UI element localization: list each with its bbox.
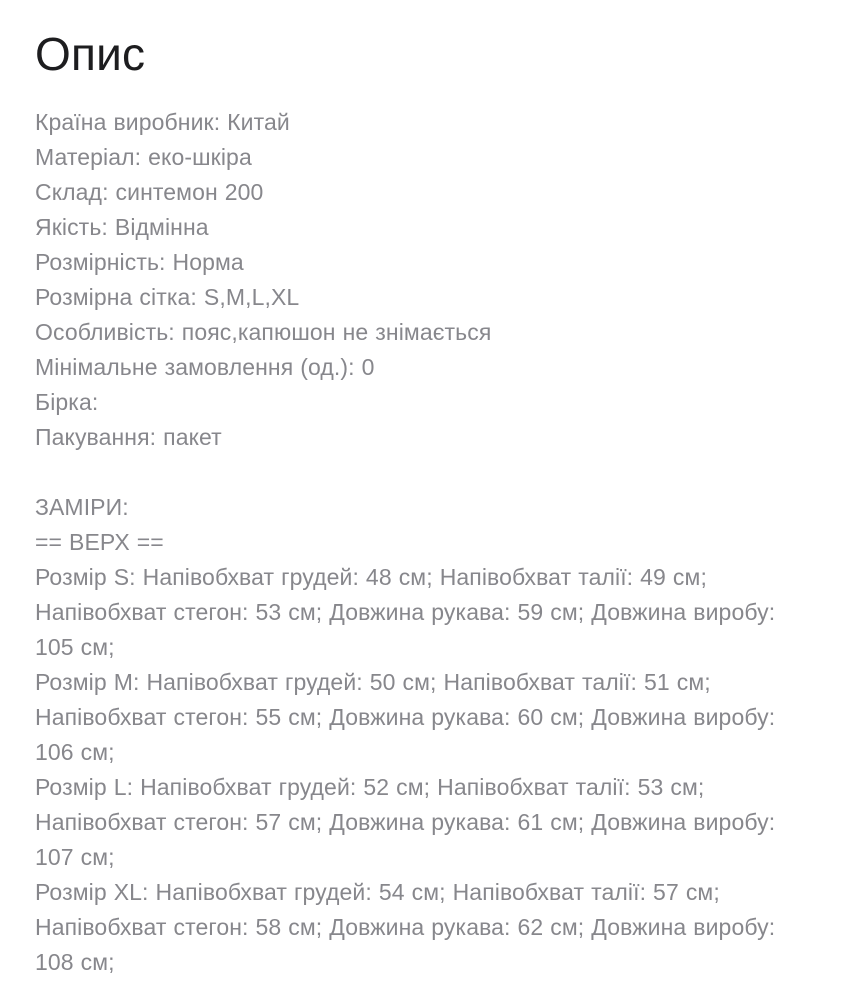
- measurement-entry-size-m: Розмір M: Напівобхват грудей: 50 см; Напівобхват талії: 51 см; Напівобхват стегон: 55 см; Довжина рукава: 60 см; Довжина виробу: 106 см;: [35, 668, 776, 765]
- attribute-packaging: Пакування: пакет: [35, 423, 222, 450]
- measurements-subheading: == ВЕРХ ==: [35, 528, 164, 555]
- blank-line: [35, 455, 815, 490]
- attribute-size-fit: Розмірність: Норма: [35, 248, 244, 275]
- measurements-heading: ЗАМІРИ:: [35, 493, 129, 520]
- attribute-feature: Особливість: пояс,капюшон не знімається: [35, 318, 492, 345]
- measurement-entry-size-s: Розмір S: Напівобхват грудей: 48 см; Напівобхват талії: 49 см; Напівобхват стегон: 53 см; Довжина рукава: 59 см; Довжина виробу: 105 см;: [35, 563, 776, 660]
- attribute-size-grid: Розмірна сітка: S,M,L,XL: [35, 283, 300, 310]
- attribute-quality: Якість: Відмінна: [35, 213, 209, 240]
- attributes-list: [35, 105, 813, 455]
- measurement-entry-size-xl: Розмір XL: Напівобхват грудей: 54 см; Напівобхват талії: 57 см; Напівобхват стегон: 58 см; Довжина рукава: 62 см; Довжина виробу: 108 см;: [35, 878, 776, 975]
- page-title: Опис: [35, 28, 146, 80]
- measurements-section: [35, 490, 813, 980]
- attribute-composition: Склад: синтемон 200: [35, 178, 264, 205]
- attribute-material: Матеріал: еко-шкіра: [35, 143, 252, 170]
- measurement-entry-size-l: Розмір L: Напівобхват грудей: 52 см; Напівобхват талії: 53 см; Напівобхват стегон: 57 см; Довжина рукава: 61 см; Довжина виробу: 107 см;: [35, 773, 776, 870]
- attribute-min-order: Мінімальне замовлення (од.): 0: [35, 353, 375, 380]
- attribute-tag: Бірка:: [35, 388, 99, 415]
- attribute-country: Країна виробник: Китай: [35, 108, 290, 135]
